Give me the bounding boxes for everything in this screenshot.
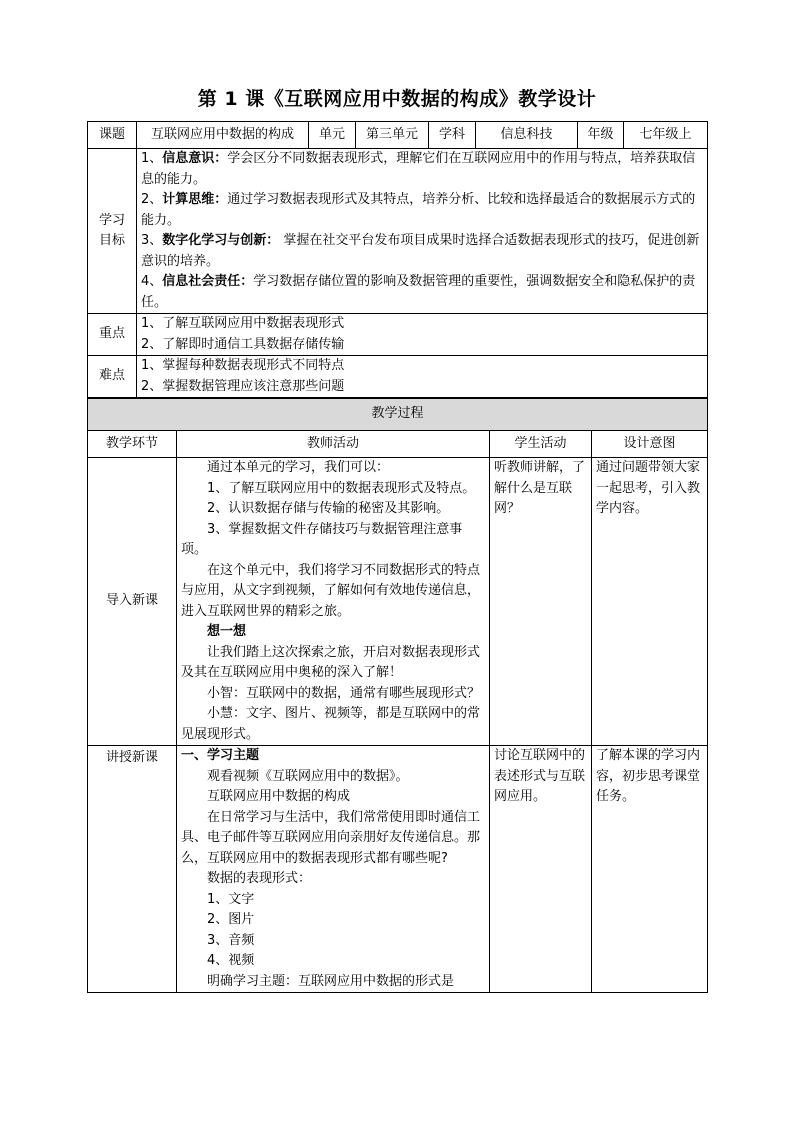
goal-item: 2、计算思维：通过学习数据表现形式及其特点，培养分析、比较和选择最适合的数据展示方式的能力。: [141, 192, 696, 228]
student-activity-intro: 听教师讲解，了解什么是互联网？: [490, 458, 592, 746]
stage-teach: 讲授新课: [88, 746, 177, 993]
teaching-process-table: [87, 398, 708, 993]
teacher-paragraph: 一、学习主题: [181, 748, 260, 763]
header-stage: 教学环节: [88, 431, 177, 458]
teacher-paragraph: 小智：互联网中的数据，通常有哪些展现形式？: [207, 685, 481, 701]
grade-value: 七年级上: [624, 122, 708, 149]
difficult-point: 1、掌握每种数据表现形式不同特点: [141, 358, 345, 373]
teacher-paragraph: 明确学习主题：互联网应用中数据的形式是: [207, 973, 455, 989]
teacher-paragraph: 在这个单元中，我们将学习不同数据形式的特点与应用，从文字到视频，了解如何有效地传递信息，进入互联网世界的精彩之旅。: [181, 562, 481, 619]
key-points-row: [88, 314, 708, 356]
teacher-paragraph: 想一想: [207, 624, 247, 639]
teacher-paragraph: 小慧：文字、图片、视频等，都是互联网中的常见展现形式。: [181, 706, 481, 742]
design-intent-teach: 了解本课的学习内容，初步思考课堂任务。: [592, 746, 708, 993]
teacher-activity-intro: [177, 458, 490, 746]
goals-row: [88, 149, 708, 314]
teacher-paragraph: 4、视频: [207, 953, 255, 968]
goal-item: 4、信息社会责任：学习数据存储位置的影响及数据管理的重要性，强调数据安全和隐私保护的责任。: [141, 274, 696, 310]
process-row-teach: [88, 746, 708, 993]
stage-intro: 导入新课: [88, 458, 177, 746]
header-teacher: 教师活动: [177, 431, 490, 458]
key-point: 1、了解互联网应用中数据表现形式: [141, 316, 345, 331]
teacher-paragraph: 2、图片: [207, 912, 255, 927]
process-header-row: [88, 431, 708, 458]
teacher-paragraph: 观看视频《互联网应用中的数据》。: [207, 768, 409, 784]
student-activity-teach: 讨论互联网中的表述形式与互联网应用。: [490, 746, 592, 993]
header-intent: 设计意图: [592, 431, 708, 458]
goal-item: 3、数字化学习与创新： 掌握在社交平台发布项目成果时选择合适数据表现形式的技巧，促进创新意识的培养。: [141, 233, 700, 269]
diff-label: 难点: [88, 356, 137, 398]
teacher-paragraph: 3、音频: [207, 932, 255, 948]
key-point: 2、了解即时通信工具数据存储传输: [141, 336, 345, 352]
course-row: [88, 122, 708, 149]
teacher-paragraph: 1、了解互联网应用中的数据表现形式及特点。: [207, 480, 476, 496]
difficult-point: 2、掌握数据管理应该注意那些问题: [141, 378, 345, 394]
teacher-paragraph: 1、文字: [207, 891, 255, 907]
goal-item: 1、信息意识：学会区分不同数据表现形式，理解它们在互联网应用中的作用与特点，培养获取信息的能力。: [141, 151, 696, 187]
course-value: 互联网应用中数据的构成: [137, 122, 309, 149]
design-intent-intro: 通过问题带领大家一起思考，引入教学内容。: [592, 458, 708, 746]
page-title: 第 1 课《互联网应用中数据的构成》教学设计: [197, 88, 597, 110]
teacher-activity-teach: [177, 746, 490, 993]
difficult-points-content: [137, 356, 708, 398]
teacher-paragraph: 互联网应用中数据的构成: [207, 789, 351, 804]
key-points-content: [137, 314, 708, 356]
key-label: 重点: [88, 314, 137, 356]
grade-label: 年级: [578, 122, 624, 149]
goals-content: [137, 149, 708, 314]
difficult-points-row: [88, 356, 708, 398]
unit-label: 单元: [309, 122, 356, 149]
course-label: 课题: [88, 122, 137, 149]
process-title-row: [88, 399, 708, 431]
unit-value: 第三单元: [356, 122, 429, 149]
teacher-paragraph: 通过本单元的学习，我们可以：: [207, 460, 390, 475]
lesson-info-table: [87, 121, 708, 398]
process-title: 教学过程: [88, 399, 708, 431]
teacher-paragraph: 3、掌握数据文件存储技巧与数据管理注意事项。: [181, 521, 463, 557]
goals-label: 学习目标: [88, 149, 137, 314]
teacher-paragraph: 2、认识数据存储与传输的秘密及其影响。: [207, 501, 450, 516]
subject-value: 信息科技: [476, 122, 578, 149]
teacher-paragraph: 让我们踏上这次探索之旅，开启对数据表现形式及其在互联网应用中奥秘的深入了解！: [181, 644, 481, 680]
header-student: 学生活动: [490, 431, 592, 458]
subject-label: 学科: [429, 122, 476, 149]
teacher-paragraph: 数据的表现形式：: [207, 871, 312, 886]
process-row-intro: [88, 458, 708, 746]
teacher-paragraph: 在日常学习与生活中，我们常常使用即时通信工具、电子邮件等互联网应用向亲朋好友传递信息。那么，互联网应用中的数据表现形式都有哪些呢?: [181, 809, 481, 866]
